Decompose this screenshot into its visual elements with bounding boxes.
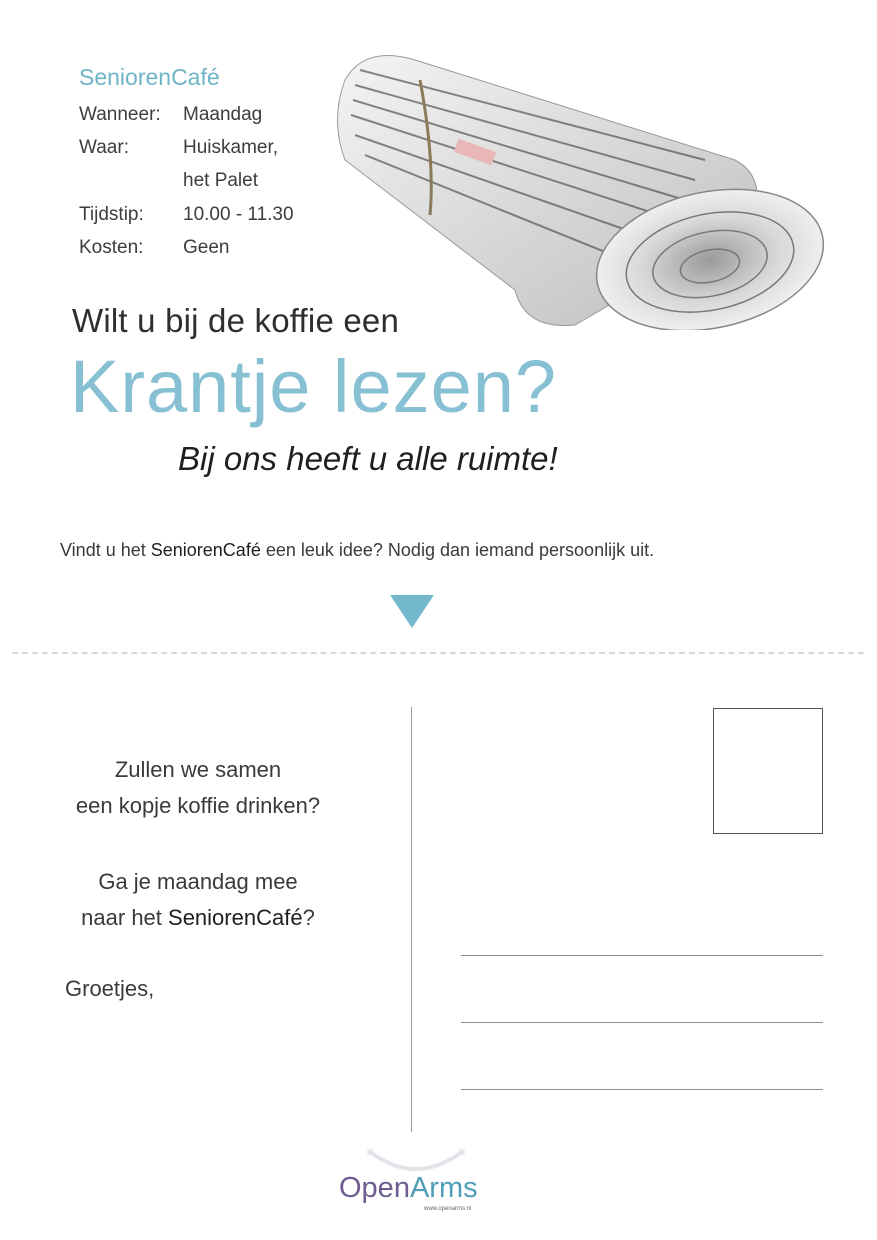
info-row-where-cont [79,170,258,192]
logo-open: Open [339,1172,410,1204]
cut-line [12,652,864,654]
card-message-2 [48,864,348,936]
info-value: Maandag [183,104,263,125]
stamp-box [713,708,823,834]
event-title: SeniorenCafé [79,64,220,90]
down-triangle-icon [390,595,434,628]
card-line: Zullen we samen [114,757,282,782]
card-line-after: ? [302,905,315,930]
card-line: Ga je maandag mee [98,869,298,894]
card-divider [411,707,412,1132]
logo-arms: Arms [409,1172,478,1204]
logo-arms-icon [366,1146,466,1174]
headline-tagline: Bij ons heeft u alle ruimte! [178,440,558,477]
info-row-when [79,104,262,126]
invite-after: een leuk idee? Nodig dan iemand persoonlijk uit. [260,540,655,560]
newspaper-image [325,40,845,330]
info-label: Waar: [79,137,129,158]
address-line-2 [461,1022,823,1023]
address-line-1 [461,955,823,956]
info-row-time [79,204,294,226]
info-row-cost [79,237,229,259]
card-line-before: naar het [81,905,169,930]
card-message-1 [48,752,348,824]
info-value: 10.00 - 11.30 [183,204,294,225]
headline-intro: Wilt u bij de koffie een [72,302,400,339]
logo-url: www.openarms.nl [424,1206,472,1212]
invite-text [60,540,654,561]
invite-before: Vindt u het [60,540,151,560]
info-label: Kosten: [79,237,144,258]
headline-main: Krantje lezen? [70,345,558,428]
info-value: Geen [183,237,230,258]
address-line-3 [461,1089,823,1090]
info-label: Wanneer: [79,104,161,125]
card-line [48,900,348,936]
info-value: Huiskamer, [183,137,279,158]
invite-brand: SeniorenCafé [150,540,261,560]
card-brand: SeniorenCafé [168,905,303,930]
info-value: het Palet [183,170,258,191]
card-line: een kopje koffie drinken? [75,793,321,818]
info-row-where [79,137,278,159]
openarms-logo [339,1172,478,1205]
card-greeting: Groetjes, [65,976,155,1001]
info-label: Tijdstip: [79,204,144,225]
